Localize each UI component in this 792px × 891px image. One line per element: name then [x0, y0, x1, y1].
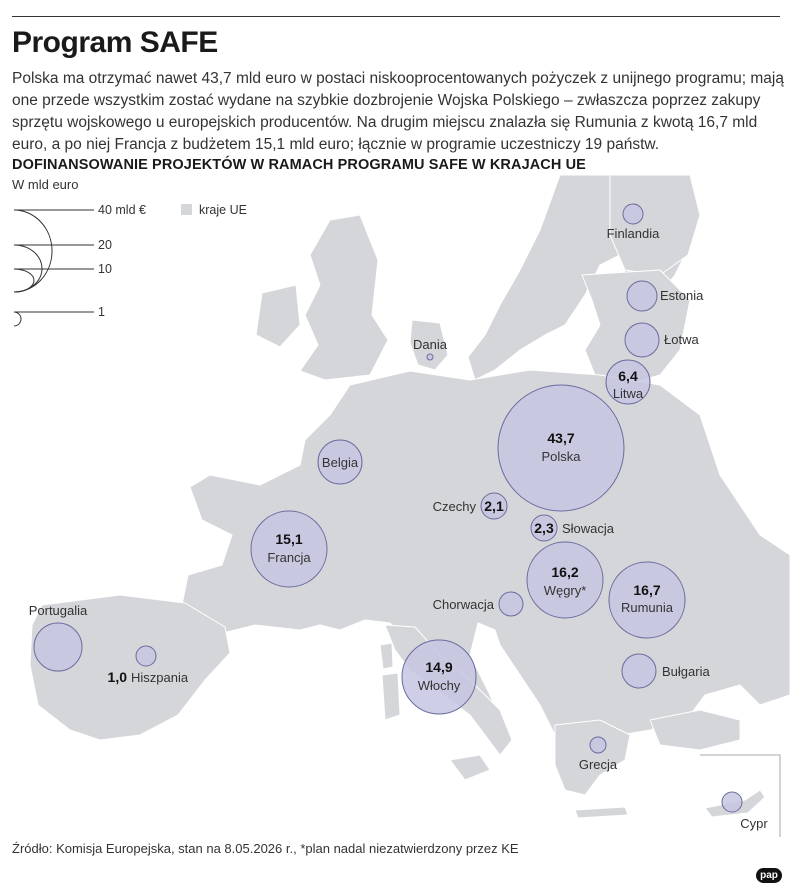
bubble-hiszpania: [136, 646, 156, 666]
pap-logo: pap: [756, 868, 782, 883]
sicily-land: [450, 755, 490, 780]
label-belgia: Belgia: [321, 455, 359, 470]
bubble-cypr: [722, 792, 742, 812]
bubble-chorwacja: [499, 592, 523, 616]
label-hiszpania: Hiszpania: [131, 670, 189, 685]
label-chorwacja: Chorwacja: [432, 597, 494, 612]
bubble-grecja: [590, 737, 606, 753]
value-slowacja: 2,3: [534, 520, 554, 536]
label-lotwa: Łotwa: [664, 332, 699, 347]
label-finlandia: Finlandia: [606, 226, 660, 241]
bubble-bulgaria: [622, 654, 656, 688]
bubble-estonia: [627, 281, 657, 311]
label-cypr: Cypr: [740, 816, 768, 831]
description: Polska ma otrzymać nawet 43,7 mld euro w postaci niskooprocentowanych pożyczek z unijnego programu; mają one przede wszystkim zostać wydane na szybkie dozbrojenie Wojska Polskiego – zwłaszcza poprzez zakupy sprzętu wojskowego u europejskich producentów. Na drugim miejscu znalazła się Rumunia z kwotą 16,7 mld euro, a po niej Francja z budżetem 15,1 mld euro; łącznie w programie uczestniczy 19 państw.: [12, 70, 784, 153]
corsica-land: [380, 643, 393, 669]
europe-map: [0, 175, 792, 840]
value-polska: 43,7: [547, 430, 575, 446]
top-rule: [12, 16, 780, 17]
label-portugalia: Portugalia: [28, 603, 88, 618]
sardinia-land: [382, 673, 400, 720]
value-czechy: 2,1: [484, 498, 504, 514]
size-legend: [14, 210, 94, 326]
source-note: Źródło: Komisja Europejska, stan na 8.05.2026 r., *plan nadal niezatwierdzony przez KE: [12, 841, 519, 856]
label-grecja: Grecja: [578, 757, 618, 772]
legend-arc-10: [14, 269, 34, 292]
uk-ireland-land: [300, 215, 388, 380]
value-wegry: 16,2: [551, 564, 579, 580]
page-title: Program SAFE: [12, 26, 218, 59]
label-litwa: Litwa: [612, 386, 644, 401]
value-litwa: 6,4: [618, 368, 638, 384]
label-rumunia: Rumunia: [620, 600, 674, 615]
legend-label-20: 20: [98, 238, 112, 252]
label-francja: Francja: [267, 550, 311, 565]
bubble-francja: [251, 511, 327, 587]
value-rumunia: 16,7: [633, 582, 661, 598]
label-czechy: Czechy: [432, 499, 476, 514]
label-estonia: Estonia: [660, 288, 704, 303]
land-layer: [30, 175, 790, 818]
eu-legend-swatch: [181, 204, 192, 215]
value-francja: 15,1: [275, 531, 303, 547]
eu-legend-label: kraje UE: [199, 203, 247, 217]
label-wegry: Węgry*: [543, 583, 587, 598]
bubble-polska: [498, 385, 624, 511]
unit-label: W mld euro: [12, 177, 79, 192]
finland-land: [610, 175, 700, 275]
bubble-lotwa: [625, 323, 659, 357]
bubble-portugalia: [34, 623, 82, 671]
label-slowacja: Słowacja: [562, 521, 615, 536]
bubble-finlandia: [623, 204, 643, 224]
label-dania: Dania: [413, 337, 447, 352]
bubble-dania: [427, 354, 433, 360]
bubble-wlochy: [402, 640, 476, 714]
legend-arc-1: [14, 312, 21, 326]
bubble-wegry: [527, 542, 603, 618]
label-bulgaria: Bułgaria: [662, 664, 710, 679]
label-wlochy: Włochy: [417, 678, 461, 693]
label-polska: Polska: [541, 449, 581, 464]
value-wlochy: 14,9: [425, 659, 453, 675]
legend-label-40: 40 mld €: [98, 203, 146, 217]
ireland-land: [256, 285, 300, 347]
legend-label-10: 10: [98, 262, 112, 276]
value-hiszpania: 1,0: [107, 669, 127, 685]
crete-land: [575, 807, 628, 818]
legend-label-1: 1: [98, 305, 105, 319]
map-subtitle: DOFINANSOWANIE PROJEKTÓW W RAMACH PROGRAMU SAFE W KRAJACH UE: [12, 157, 586, 173]
